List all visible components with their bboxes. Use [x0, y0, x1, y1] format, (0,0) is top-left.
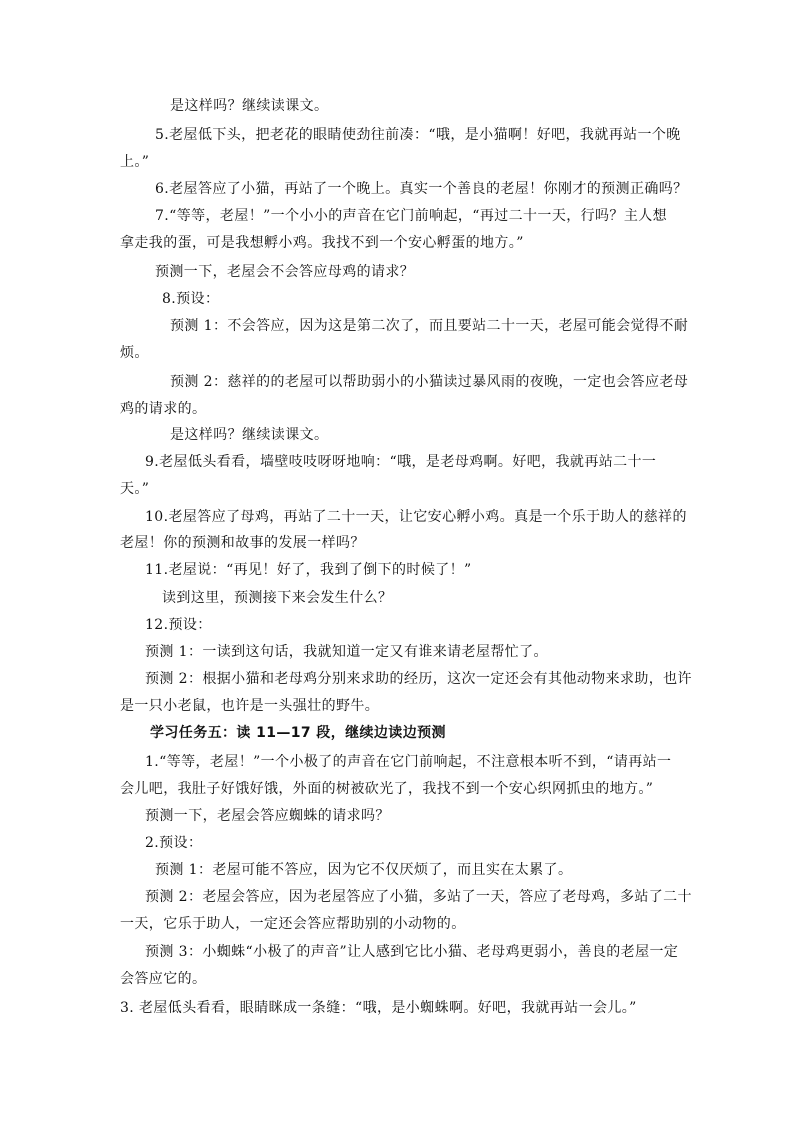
text-line: 9.老屋低头看看，墙壁吱吱呀呀地响：“哦，是老母鸡啊。好吧，我就再站二十一 [145, 454, 657, 470]
text-line: 读到这里，预测接下来会发生什么？ [162, 590, 393, 606]
text-line: 拿走我的蛋，可是我想孵小鸡。我找不到一个安心孵蛋的地方。” [120, 235, 524, 251]
text-line: 2.预设： [145, 835, 203, 851]
text-line: 6.老屋答应了小猫，再站了一个晚上。真实一个善良的老屋！你刚才的预测正确吗？ [155, 181, 688, 197]
text-line: 预测 1：一读到这句话，我就知道一定又有谁来请老屋帮忙了。 [145, 644, 548, 660]
text-line: 5.老屋低下头，把老花的眼睛使劲往前凑：“哦，是小猫啊！好吧，我就再站一个晚 [155, 127, 681, 143]
text-line: 预测 2：慈祥的的老屋可以帮助弱小的小猫读过暴风雨的夜晚，一定也会答应老母 [170, 374, 689, 390]
text-line: 1.“等等，老屋！”一个小极了的声音在它门前响起，不注意根本听不到，“请再站一 [145, 754, 672, 770]
text-line: 3. 老屋低头看看，眼睛眯成一条缝：“哦，是小蜘蛛啊。好吧，我就再站一会儿。” [120, 1000, 637, 1016]
text-line: 一天，它乐于助人，一定还会答应帮助别的小动物的。 [120, 916, 466, 932]
text-line: 是这样吗？继续读课文。 [170, 427, 329, 443]
text-line: 12.预设： [145, 617, 212, 633]
text-line: 预测 2：老屋会答应，因为老屋答应了小猫，多站了一天，答应了老母鸡，多站了二十 [145, 889, 692, 905]
text-line: 11.老屋说：“再见！好了，我到了倒下的时候了！” [145, 562, 472, 578]
text-line: 上。” [120, 154, 150, 170]
text-line: 会答应它的。 [120, 971, 207, 987]
text-line: 烦。 [120, 345, 149, 361]
text-line: 天。” [120, 481, 150, 497]
text-line: 预测一下，老屋会不会答应母鸡的请求？ [155, 264, 415, 280]
text-line: 鸡的请求的。 [120, 401, 207, 417]
text-line: 预测一下，老屋会答应蜘蛛的请求吗？ [145, 808, 390, 824]
text-line: 预测 1：老屋可能不答应，因为它不仅厌烦了，而且实在太累了。 [155, 862, 573, 878]
text-line: 预测 2：根据小猫和老母鸡分别来求助的经历，这次一定还会有其他动物来求助，也许 [145, 671, 692, 687]
text-line: 老屋！你的预测和故事的发展一样吗？ [120, 535, 365, 551]
text-line: 是一只小老鼠，也许是一头强壮的野牛。 [120, 698, 380, 714]
text-line: 10.老屋答应了母鸡，再站了二十一天，让它安心孵小鸡。真是一个乐于助人的慈祥的 [145, 509, 687, 525]
section-heading: 学习任务五：读 11—17 段，继续边读边预测 [150, 725, 446, 741]
text-line: 8.预设： [162, 291, 220, 307]
text-line: 7.“等等，老屋！”一个小小的声音在它门前响起，“再过二十一天，行吗？主人想 [155, 208, 668, 224]
text-line: 预测 1：不会答应，因为这是第二次了，而且要站二十一天，老屋可能会觉得不耐 [170, 318, 689, 334]
text-line: 预测 3：小蜘蛛“小极了的声音”让人感到它比小猫、老母鸡更弱小，善良的老屋一定 [145, 944, 679, 960]
text-line: 是这样吗？继续读课文。 [170, 98, 329, 114]
text-line: 会儿吧，我肚子好饿好饿，外面的树被砍光了，我找不到一个安心织网抓虫的地方。” [120, 781, 654, 797]
